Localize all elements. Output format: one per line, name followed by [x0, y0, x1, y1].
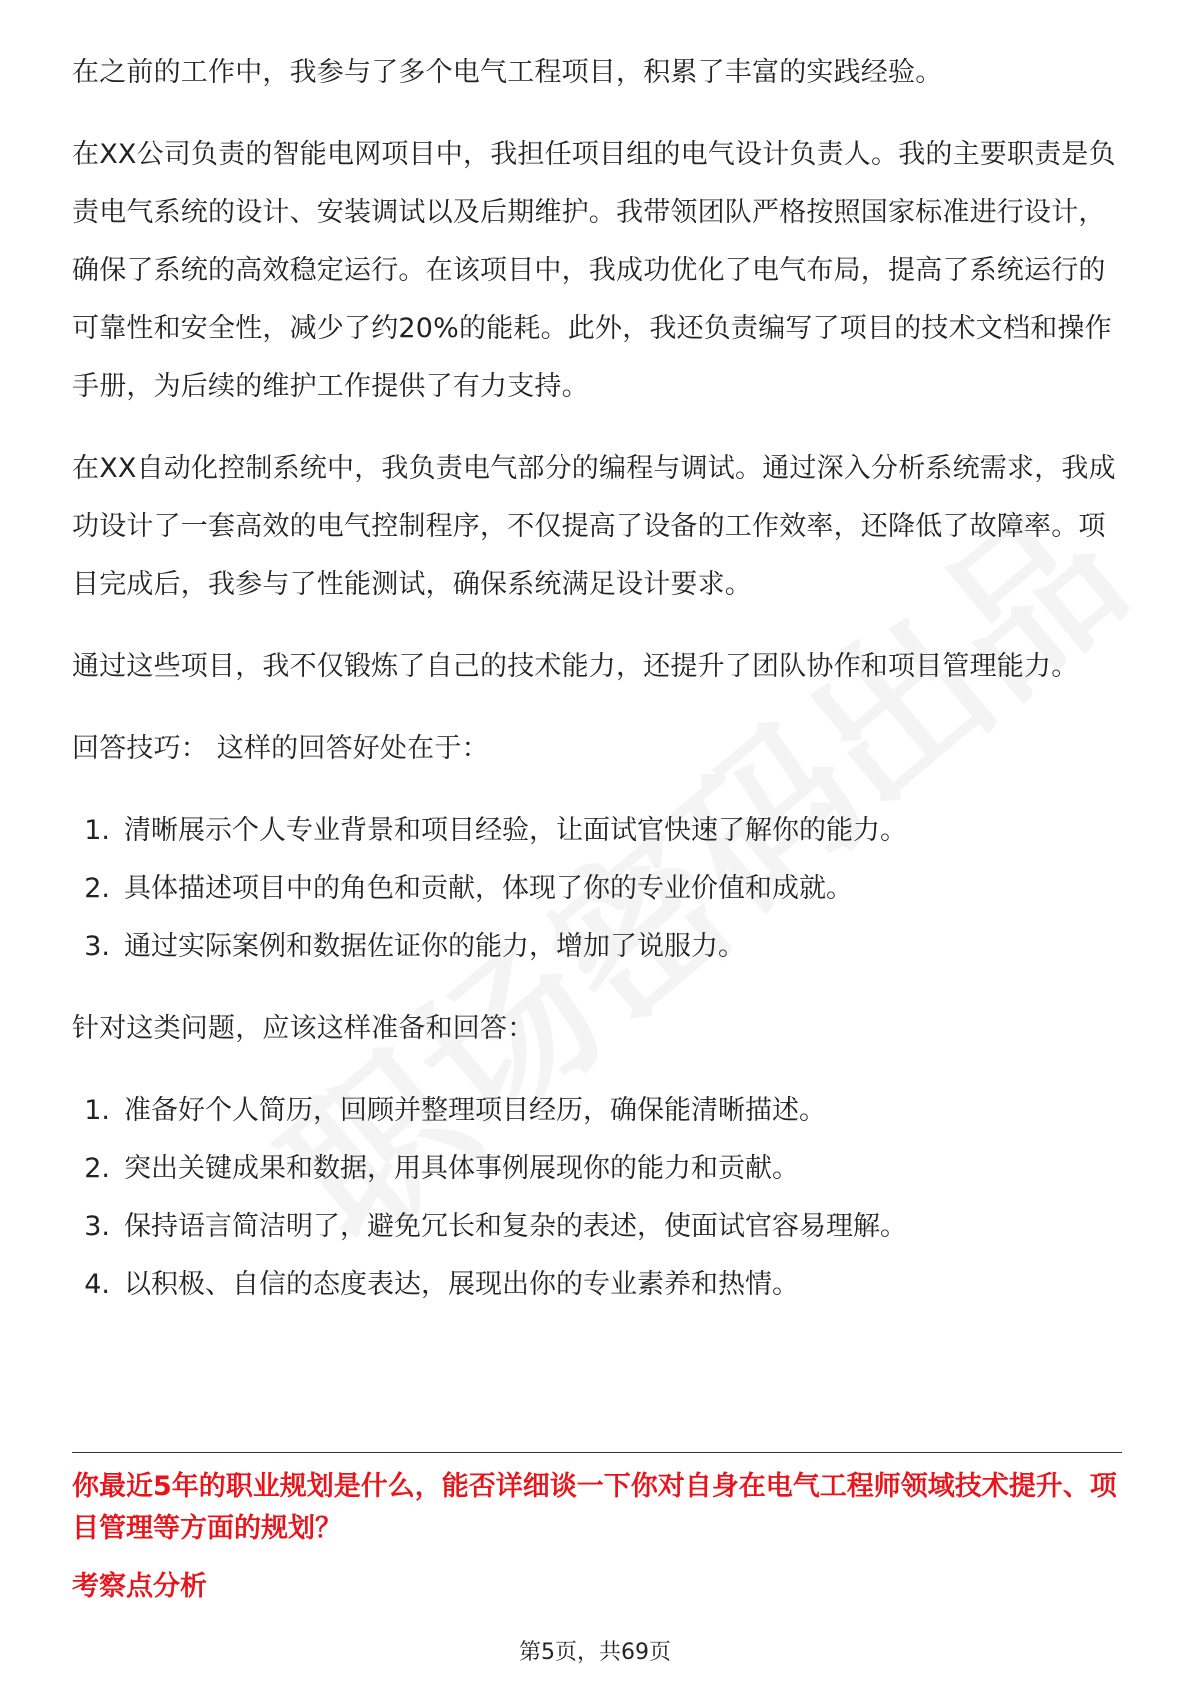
list-item	[72, 1256, 1122, 1314]
list-item-text: 准备好个人简历，回顾并整理项目经历，确保能清晰描述。	[124, 1095, 826, 1126]
list-item	[72, 802, 1122, 860]
list-item-number: 3.	[84, 1211, 110, 1242]
paragraph-automation-project: 在XX自动化控制系统中，我负责电气部分的编程与调试。通过深入分析系统需求，我成功设计了一套高效的电气控制程序，不仅提高了设备的工作效率，还降低了故障率。项目完成后，我参与了性能测试，确保系统满足设计要求。	[72, 453, 1116, 600]
list-item-number: 4.	[84, 1269, 110, 1300]
page-footer: 第5页，共69页	[519, 1640, 671, 1665]
prep-intro: 针对这类问题，应该这样准备和回答：	[72, 1013, 535, 1044]
list-item	[72, 860, 1122, 918]
list-item-text: 突出关键成果和数据，用具体事例展现你的能力和贡献。	[124, 1153, 799, 1184]
paragraph-smart-grid-project: 在XX公司负责的智能电网项目中，我担任项目组的电气设计负责人。我的主要职责是负责电气系统的设计、安装调试以及后期维护。我带领团队严格按照国家标准进行设计，确保了系统的高效稳定运行。在该项目中，我成功优化了电气布局，提高了系统运行的可靠性和安全性，减少了约20%的能耗。此外，我还负责编写了项目的技术文档和操作手册，为后续的维护工作提供了有力支持。	[72, 139, 1116, 402]
main-content	[72, 44, 1122, 1338]
list-item-text: 具体描述项目中的角色和贡献，体现了你的专业价值和成就。	[124, 873, 853, 904]
list-item-number: 1.	[84, 815, 110, 846]
list-item-number: 2.	[84, 873, 110, 904]
list-item	[72, 1198, 1122, 1256]
list-item-text: 以积极、自信的态度表达，展现出你的专业素养和热情。	[124, 1269, 799, 1300]
section-divider	[72, 1452, 1122, 1453]
list-item	[72, 1082, 1122, 1140]
list-item-text: 清晰展示个人专业背景和项目经验，让面试官快速了解你的能力。	[124, 815, 907, 846]
paragraph-intro: 在之前的工作中，我参与了多个电气工程项目，积累了丰富的实践经验。	[72, 57, 943, 88]
tips-list	[72, 802, 1122, 976]
analysis-heading: 考察点分析	[72, 1571, 207, 1602]
list-item	[72, 1140, 1122, 1198]
list-item-number: 2.	[84, 1153, 110, 1184]
list-item-text: 通过实际案例和数据佐证你的能力，增加了说服力。	[124, 931, 745, 962]
list-item	[72, 918, 1122, 976]
list-item-text: 保持语言简洁明了，避免冗长和复杂的表述，使面试官容易理解。	[124, 1211, 907, 1242]
paragraph-summary: 通过这些项目，我不仅锻炼了自己的技术能力，还提升了团队协作和项目管理能力。	[72, 651, 1079, 682]
list-item-number: 1.	[84, 1095, 110, 1126]
list-item-number: 3.	[84, 931, 110, 962]
prep-list	[72, 1082, 1122, 1314]
tips-intro: 回答技巧： 这样的回答好处在于：	[72, 733, 489, 764]
next-question-title: 你最近5年的职业规划是什么，能否详细谈一下你对自身在电气工程师领域技术提升、项目管理等方面的规划？	[72, 1471, 1117, 1544]
